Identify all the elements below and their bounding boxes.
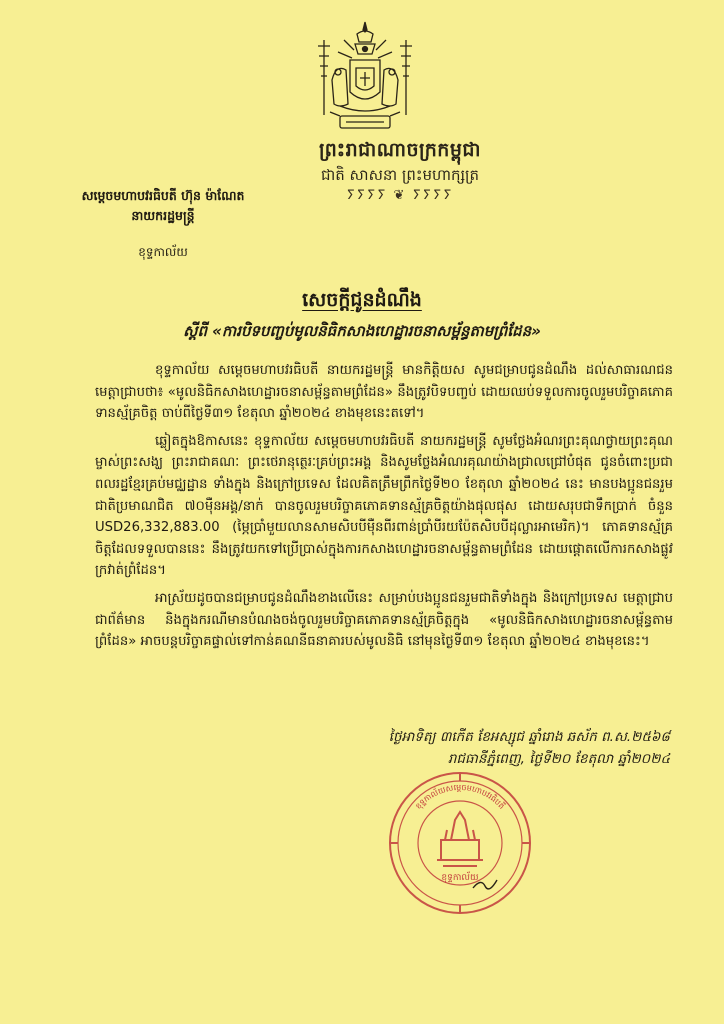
seal-center-text: ខុទ្ទកាល័យ	[441, 873, 479, 883]
document-body	[95, 360, 673, 659]
official-seal-stamp	[385, 768, 535, 918]
office-prime-minister-name: សម្តេចមហាបវរធិបតី ហ៊ុន ម៉ាណែត	[81, 188, 245, 203]
ornament-divider: ⵢⵢⵢⵢ ❦ ⵢⵢⵢⵢ	[346, 188, 454, 203]
office-cabinet: ខុទ្ទកាល័យ	[138, 245, 188, 259]
national-motto: ជាតិ សាសនា ព្រះមហាក្សត្រ	[320, 166, 480, 184]
body-paragraph-2: ឆ្លៀតក្នុងឱកាសនេះ ខុទ្ទកាល័យ សម្តេចមហាបវរធិបតី នាយករដ្ឋមន្ត្រី សូមថ្លែងអំណរព្រះគុណថ្វាយព្រះគុណម្ចាស់ព្រះសង្ឃ ព្រះរាជាគណៈ ព្រះថេរានុត្ថេរៈគ្រប់ព្រះអង្គ និងសូមថ្លែងអំណរគុណយ៉ាងជ្រាលជ្រៅបំផុត ជូនចំពោះប្រជាពលរដ្ឋខ្មែរគ្រប់មជ្ឈដ្ឋាន ទាំងក្នុង និងក្រៅប្រទេស ដែលគិតត្រឹមព្រឹកថ្ងៃទី២០ ខែតុលា ឆ្នាំ២០២៤ នេះ មានបងប្អូនជនរួមជាតិប្រមាណជិត ៧០ម៉ឺនអង្គ/នាក់ បានចូលរួមបរិច្ចាគភោគទានស្ម័គ្រចិត្តយ៉ាងផុលផុស ដោយសរុបជាទឹកប្រាក់ ចំនួន USD26,332,883.00 (ម្ភៃប្រាំមួយលានសាមសិបបីម៉ឺនពីរពាន់ប្រាំបីរយប៉ែតសិបបីដុល្លារអាមេរិក)។ ភោគទានស្ម័គ្រចិត្តដែលទទួលបាននេះ នឹងត្រូវយកទៅប្រើប្រាស់ក្នុងការកសាងហេដ្ឋារចនាសម្ព័ន្ធតាមព្រំដែន ដោយផ្តោតលើការកសាងផ្លូវក្រវាត់ព្រំដែន។	[95, 433, 673, 579]
kingdom-header	[250, 138, 550, 203]
solar-date: រាជធានីភ្នំពេញ, ថ្ងៃទី២០ ខែតុលា ឆ្នាំ២០២៤	[447, 751, 670, 767]
document-title-block	[60, 286, 664, 344]
body-paragraph-3: អាស្រ័យដូចបានជម្រាបជូនដំណឹងខាងលើនេះ សម្រាប់បងប្អូនជនរួមជាតិទាំងក្នុង និងក្រៅប្រទេស មេត្តាជ្រាបជាព័ត៌មាន និងក្នុងករណីមានបំណងចង់ចូលរួមបរិច្ចាគភោគទានស្ម័គ្រចិត្តក្នុង «មូលនិធិកសាងហេដ្ឋារចនាសម្ព័ន្ធតាមព្រំដែន» អាចបន្តបរិច្ចាគផ្ទាល់ទៅកាន់គណនីធនាគារបស់មូលនិធិ នៅមុនថ្ងៃទី៣១ ខែតុលា ឆ្នាំ២០២៤ ខាងមុខនេះ។	[95, 590, 673, 650]
seal-ring-text: ខុទ្ទកាល័យសម្តេចមហាបវរធិបតី	[413, 782, 507, 811]
document-subject: ស្តីពី «ការបិទបញ្ចប់មូលនិធិកសាងហេដ្ឋារចនាសម្ព័ន្ធតាមព្រំដែន»	[183, 322, 541, 340]
royal-coat-of-arms-emblem	[310, 20, 420, 135]
office-prime-minister-title: នាយករដ្ឋមន្ត្រី	[131, 208, 195, 223]
body-paragraph-1: ខុទ្ទកាល័យ សម្តេចមហាបវរធិបតី នាយករដ្ឋមន្ត្រី មានកិត្តិយស សូមជម្រាបជូនដំណឹង ដល់សាធារណជន មេត្តាជ្រាបថា៖ «មូលនិធិកសាងហេដ្ឋារចនាសម្ព័ន្ធតាមព្រំដែន» នឹងត្រូវបិទបញ្ចប់ ដោយឈប់ទទួលការចូលរួមបរិច្ចាគភោគទានស្ម័គ្រចិត្ត ចាប់ពីថ្ងៃទី៣១ ខែតុលា ឆ្នាំ២០២៤ ខាងមុខនេះតទៅ។	[95, 363, 673, 422]
lunar-date: ថ្ងៃអាទិត្យ ៣កើត ខែអស្សុជ ឆ្នាំរោង ឆស័ក ព.ស.២៥៦៨	[388, 729, 670, 745]
issuing-office	[38, 186, 288, 262]
date-block	[330, 726, 670, 770]
svg-text:ខុទ្ទកាល័យសម្តេចមហាបវរធិបតី	[414, 783, 508, 812]
document-title: សេចក្តីជូនដំណឹង	[302, 289, 422, 311]
kingdom-name: ព្រះរាជាណាចក្រកម្ពុជា	[319, 139, 481, 161]
